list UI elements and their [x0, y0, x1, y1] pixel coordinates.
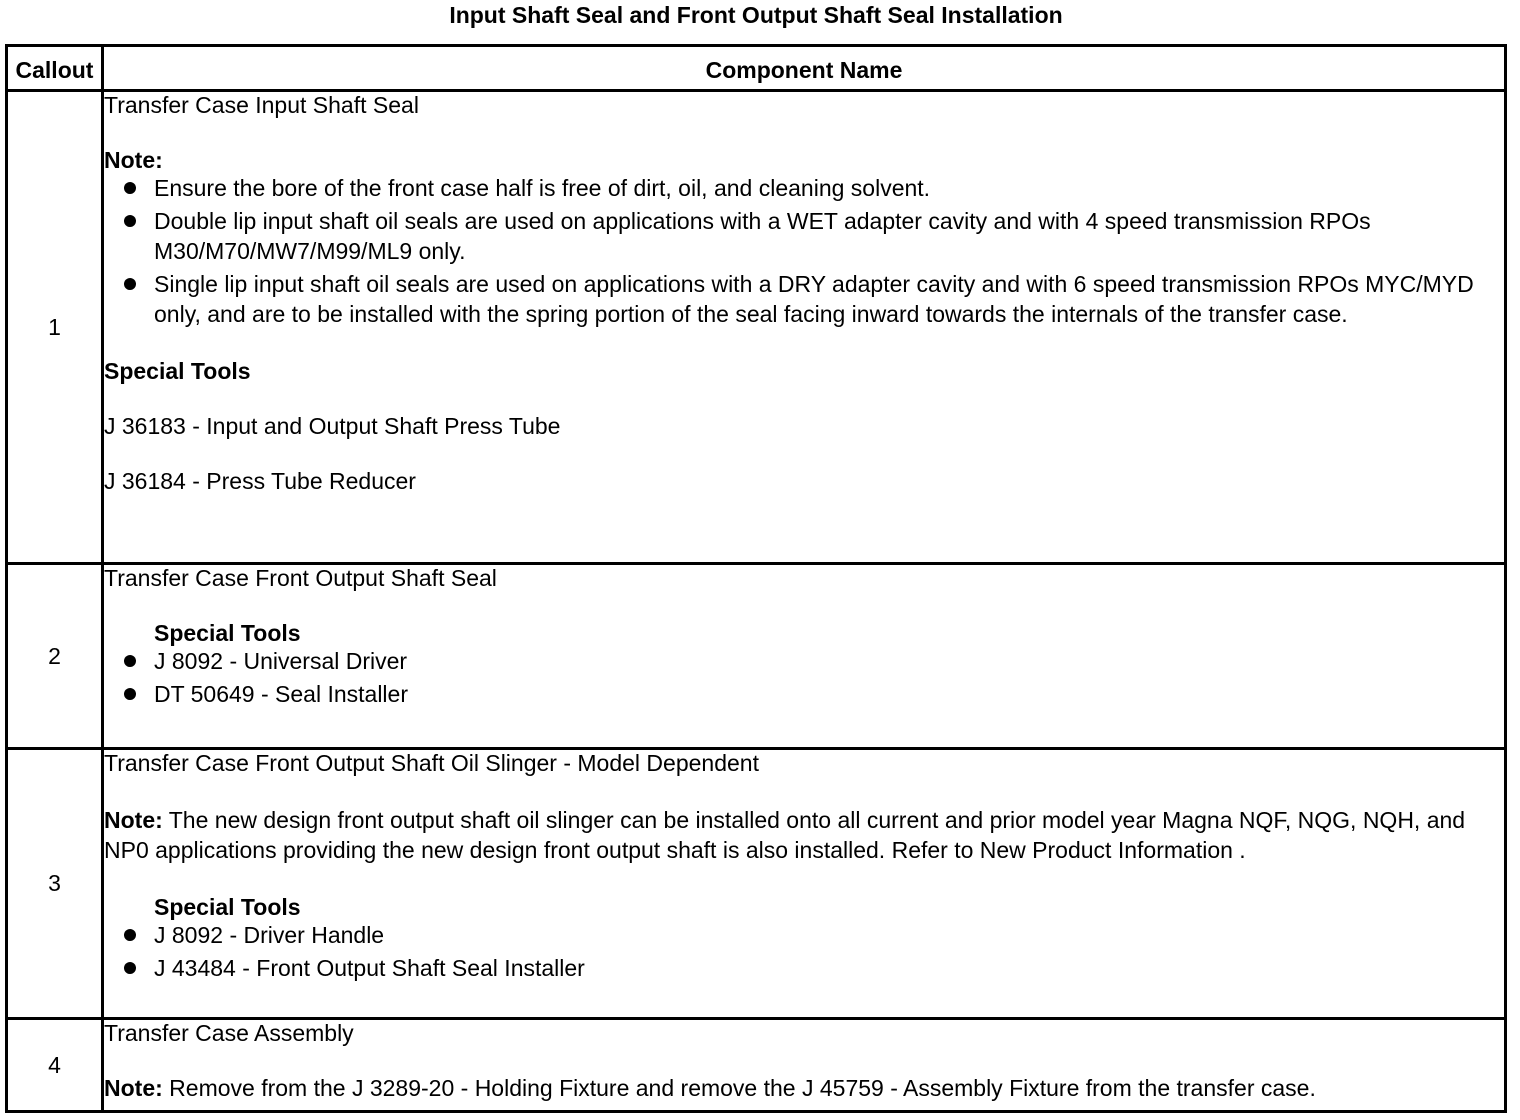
list-item [104, 206, 1504, 266]
list-item-text: J 8092 - Driver Handle [154, 922, 385, 948]
page-title: Input Shaft Seal and Front Output Shaft Seal Installation [449, 2, 1063, 28]
bullet-icon [124, 278, 136, 290]
component-cell [103, 1019, 1506, 1112]
note-list [104, 173, 1504, 329]
component-cell [103, 749, 1506, 1019]
note-text: Remove from the J 3289-20 - Holding Fixture and remove the J 45759 - Assembly Fixture from the transfer case. [162, 1075, 1316, 1101]
list-item-text: Double lip input shaft oil seals are used on applications with a WET adapter cavity and with 4 speed transmission RPOs M30/M70/MW7/M99/ML9 only. [154, 208, 1371, 264]
list-item [104, 679, 1504, 709]
bullet-icon [124, 962, 136, 974]
list-item [104, 173, 1504, 203]
table-row [7, 564, 1506, 749]
tool-item: J 36183 - Input and Output Shaft Press Tube [104, 413, 561, 439]
component-name: Transfer Case Input Shaft Seal [104, 92, 419, 118]
list-item [104, 269, 1504, 329]
list-item-text: J 8092 - Universal Driver [154, 648, 408, 674]
note-paragraph [104, 1075, 1504, 1101]
special-tools-label: Special Tools [154, 894, 301, 920]
note-paragraph [104, 805, 1504, 865]
note-label: Note: [104, 1075, 163, 1101]
special-tools-label: Special Tools [104, 358, 251, 384]
component-name: Transfer Case Front Output Shaft Seal [104, 565, 497, 591]
list-item-text: DT 50649 - Seal Installer [154, 681, 408, 707]
bullet-icon [124, 215, 136, 227]
component-name: Transfer Case Front Output Shaft Oil Slinger - Model Dependent [104, 750, 759, 776]
table-row [7, 749, 1506, 1019]
list-item-text: Ensure the bore of the front case half is free of dirt, oil, and cleaning solvent. [154, 175, 931, 201]
tool-list [104, 920, 1504, 983]
component-name: Transfer Case Assembly [104, 1020, 354, 1046]
bullet-icon [124, 929, 136, 941]
tool-item: J 36184 - Press Tube Reducer [104, 468, 416, 494]
component-cell [103, 564, 1506, 749]
table-row [7, 91, 1506, 564]
bullet-icon [124, 182, 136, 194]
list-item-text: Single lip input shaft oil seals are used on applications with a DRY adapter cavity and with 6 speed transmission RPOs MYC/MYD only, and are to be installed with the spring portion of the seal facing inward towards the internals of the transfer case. [154, 271, 1474, 327]
callout-number: 1 [7, 91, 103, 564]
header-callout: Callout [7, 46, 103, 91]
table-header-row [7, 46, 1506, 91]
list-item [104, 920, 1504, 950]
table-row [7, 1019, 1506, 1112]
callout-number: 3 [7, 749, 103, 1019]
list-item [104, 953, 1504, 983]
list-item [104, 646, 1504, 676]
bullet-icon [124, 655, 136, 667]
header-component-name: Component Name [103, 46, 1506, 91]
special-tools-label: Special Tools [154, 620, 301, 646]
callout-table [5, 44, 1507, 1113]
note-label: Note: [104, 147, 163, 173]
callout-number: 4 [7, 1019, 103, 1112]
note-text: The new design front output shaft oil slinger can be installed onto all current and prior model year Magna NQF, NQG, NQH, and NP0 applications providing the new design front output shaft is also installed. Refer to New Product Information . [104, 807, 1466, 863]
callout-number: 2 [7, 564, 103, 749]
component-cell [103, 91, 1506, 564]
note-label: Note: [104, 807, 163, 833]
bullet-icon [124, 688, 136, 700]
list-item-text: J 43484 - Front Output Shaft Seal Installer [154, 955, 585, 981]
tool-list [104, 646, 1504, 709]
